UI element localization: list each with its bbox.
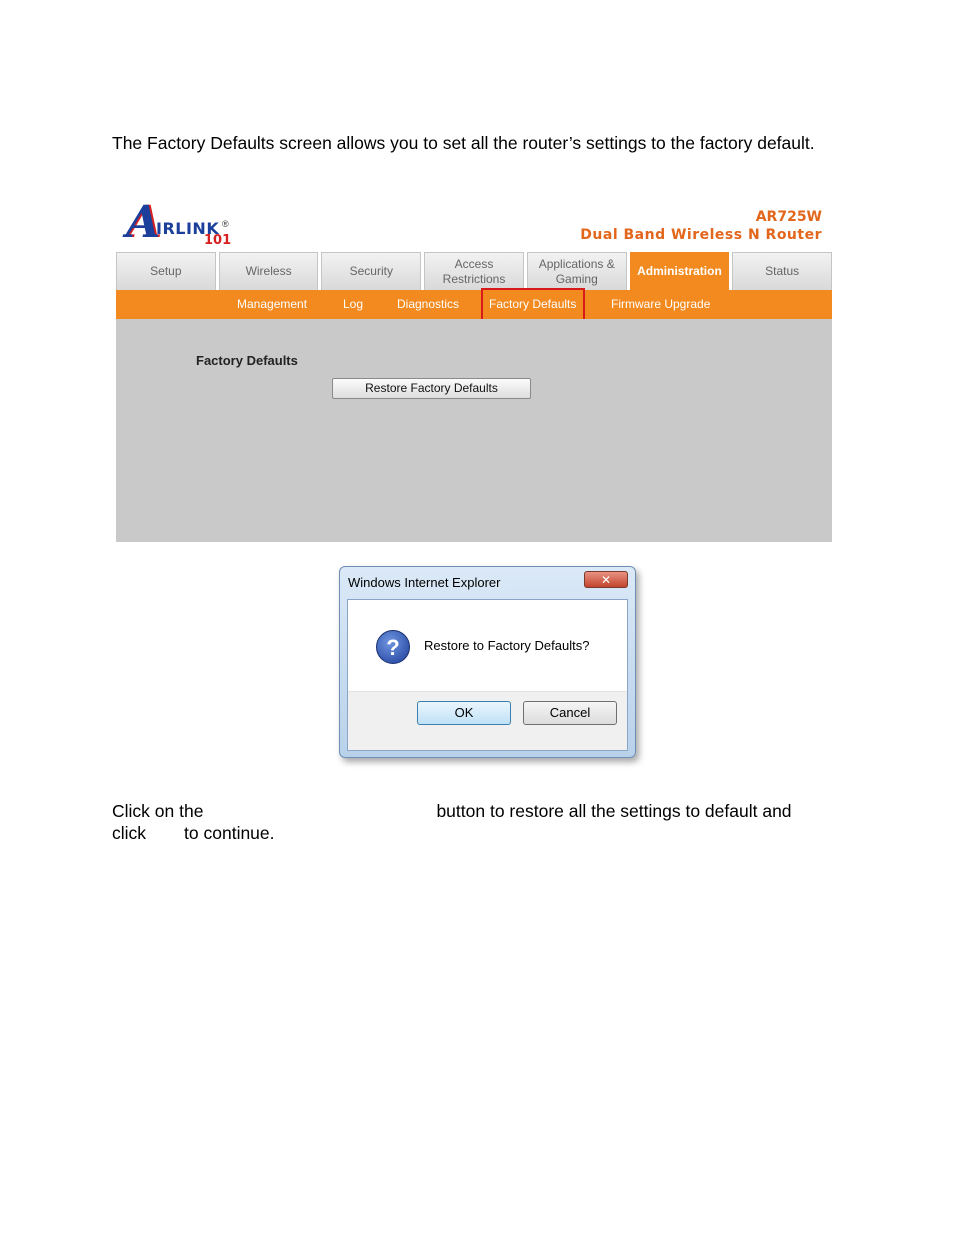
outro-line1-end: button to restore all the settings to default and <box>436 801 792 821</box>
subnav-diagnostics[interactable]: Diagnostics <box>397 297 460 311</box>
model-code: AR725W <box>755 209 822 225</box>
intro-paragraph: The Factory Defaults screen allows you to set all the router’s settings to the factory default. <box>112 133 815 153</box>
subnav-log[interactable]: Log <box>343 297 364 311</box>
airlink-logo <box>126 197 236 251</box>
dialog-body <box>347 599 628 751</box>
logo-letter: A <box>126 197 161 248</box>
tab-setup[interactable]: Setup <box>116 252 216 290</box>
logo-word: IRLINK <box>156 219 220 238</box>
subnav-factory-defaults[interactable]: Factory Defaults <box>481 288 585 321</box>
outro-line2-start: click <box>112 822 147 843</box>
model-description: Dual Band Wireless N Router <box>580 227 822 243</box>
tab-applications-gaming[interactable]: Applications & Gaming <box>527 252 627 290</box>
tab-security[interactable]: Security <box>321 252 421 290</box>
close-icon[interactable]: ✕ <box>584 571 628 588</box>
model-banner <box>580 209 822 245</box>
tab-administration[interactable]: Administration <box>630 252 730 290</box>
dialog-title: Windows Internet Explorer <box>348 575 501 590</box>
logo-number: 101 <box>204 233 232 248</box>
factory-defaults-panel <box>116 319 832 542</box>
dialog-footer <box>348 691 627 750</box>
cancel-button[interactable]: Cancel <box>523 701 617 725</box>
logo-registered-mark: ® <box>222 219 229 229</box>
outro-line2-end: to continue. <box>184 822 275 843</box>
confirm-dialog <box>339 566 636 758</box>
main-tab-bar <box>116 252 832 290</box>
question-icon: ? <box>376 630 410 664</box>
router-admin-screenshot <box>116 195 832 542</box>
tab-access-restrictions[interactable]: Access Restrictions <box>424 252 524 290</box>
ok-button[interactable]: OK <box>417 701 511 725</box>
outro-line1-start: Click on the <box>112 801 204 821</box>
subnav-management[interactable]: Management <box>237 297 308 311</box>
administration-subnav <box>116 290 832 319</box>
dialog-message: Restore to Factory Defaults? <box>424 638 590 653</box>
subnav-firmware-upgrade[interactable]: Firmware Upgrade <box>611 297 711 311</box>
outro-paragraph <box>112 801 842 844</box>
section-title: Factory Defaults <box>196 353 298 368</box>
tab-status[interactable]: Status <box>732 252 832 290</box>
restore-factory-defaults-button[interactable]: Restore Factory Defaults <box>332 378 531 399</box>
tab-wireless[interactable]: Wireless <box>219 252 319 290</box>
